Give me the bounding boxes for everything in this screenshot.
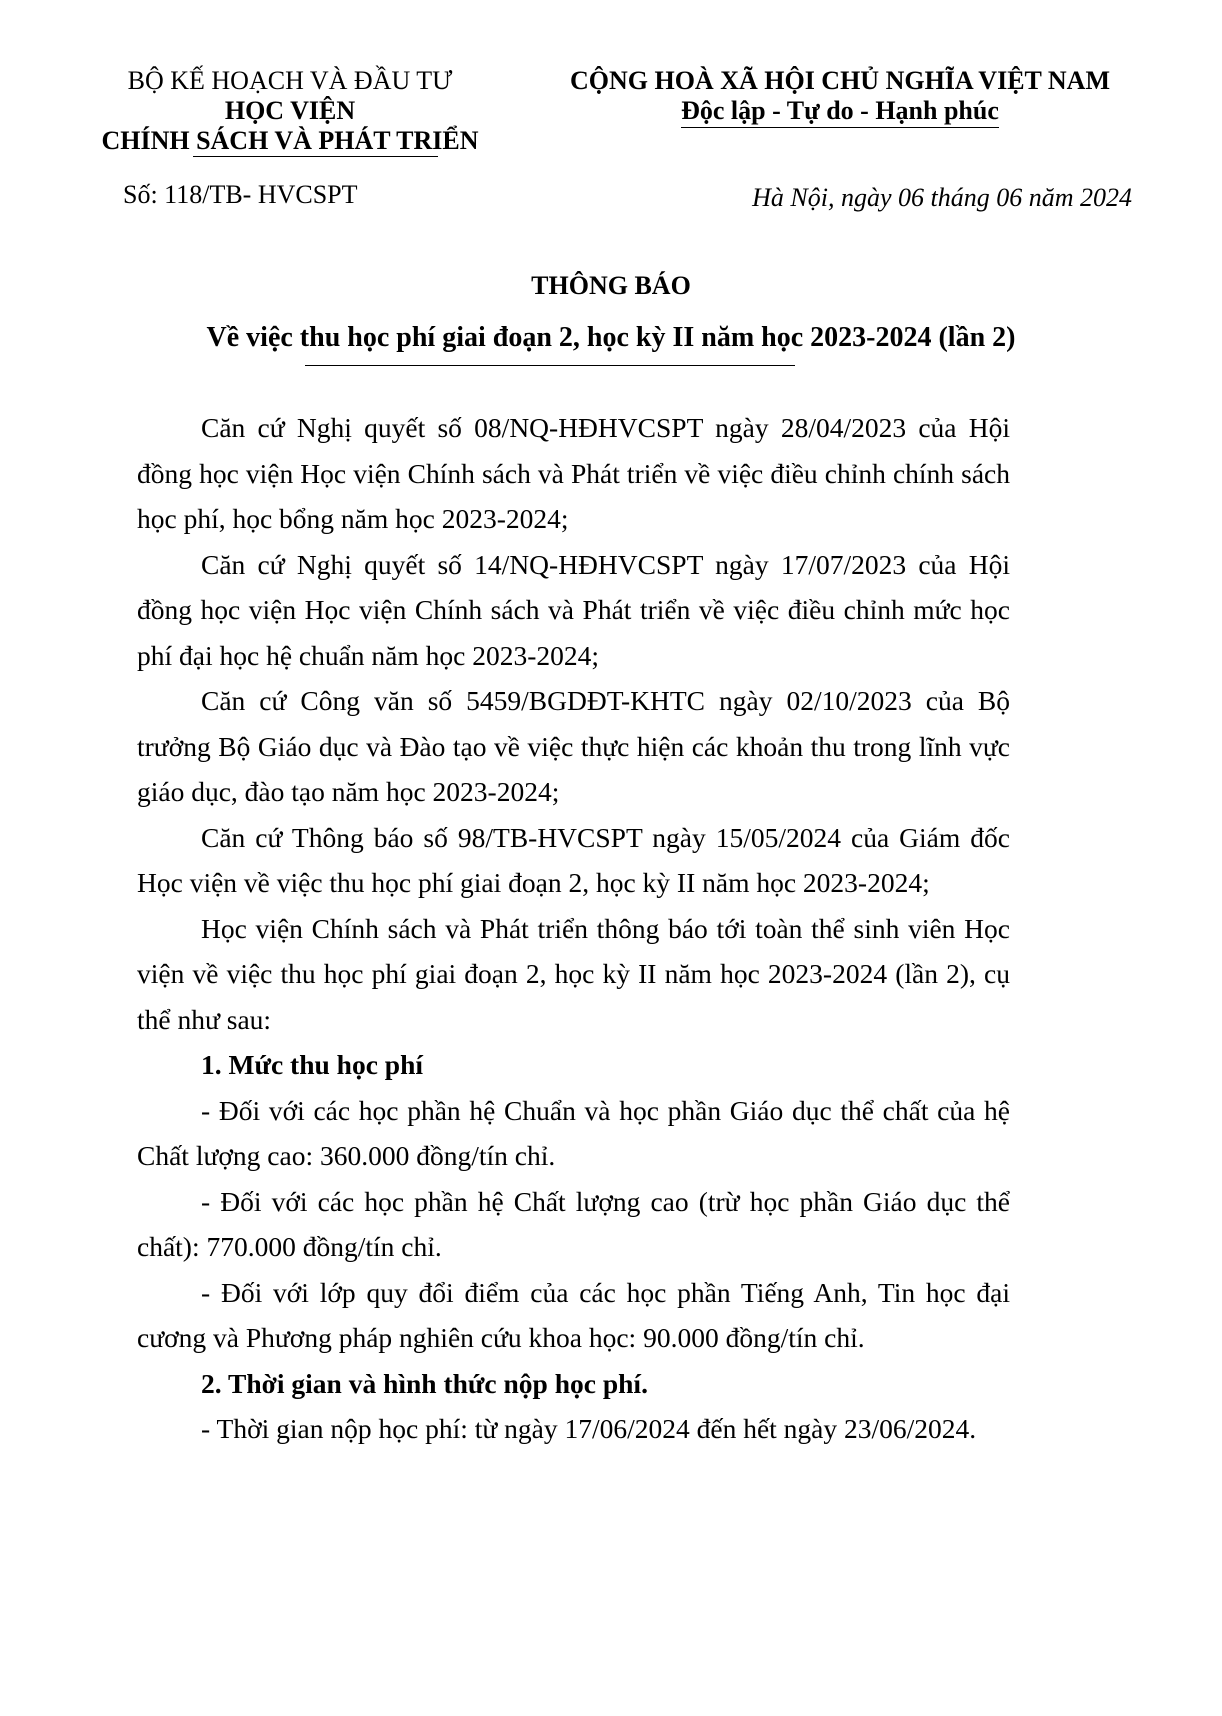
section-heading-payment: 2. Thời gian và hình thức nộp học phí.	[201, 1367, 648, 1399]
document-title: THÔNG BÁO	[531, 271, 691, 300]
fee-item: - Đối với các học phần hệ Chất lượng cao (trừ học phần Giáo dục thể chất): 770.000 đồng/tín chỉ.	[137, 1185, 1010, 1262]
document-number: Số: 118/TB- HVCSPT	[123, 180, 358, 209]
legal-basis-paragraph: Căn cứ Nghị quyết số 14/NQ-HĐHVCSPT ngày 17/07/2023 của Hội đồng học viện Học viện Chính sách và Phát triển về việc điều chỉnh mức học phí đại học hệ chuẩn năm học 2023-2024;	[137, 548, 1010, 671]
legal-basis-paragraph: Căn cứ Công văn số 5459/BGDĐT-KHTC ngày 02/10/2023 của Bộ trưởng Bộ Giáo dục và Đào tạo về việc thực hiện các khoản thu trong lĩnh vực giáo dục, đào tạo năm học 2023-2024;	[137, 685, 1010, 807]
section-heading-fees: 1. Mức thu học phí	[201, 1049, 424, 1080]
national-motto: Độc lập - Tự do - Hạnh phúc	[681, 96, 999, 128]
fee-item: - Đối với lớp quy đổi điểm của các học phần Tiếng Anh, Tin học đại cương và Phương pháp nghiên cứu khoa học: 90.000 đồng/tín chỉ.	[137, 1276, 1010, 1353]
issuing-authority	[60, 66, 520, 156]
fee-item: - Đối với các học phần hệ Chuẩn và học phần Giáo dục thể chất của hệ Chất lượng cao: 360.000 đồng/tín chỉ.	[137, 1094, 1010, 1171]
institution-name-line1: HỌC VIỆN	[224, 96, 356, 125]
country-name: CỘNG HOÀ XÃ HỘI CHỦ NGHĨA VIỆT NAM	[569, 66, 1111, 95]
legal-basis-paragraph: Căn cứ Thông báo số 98/TB-HVCSPT ngày 15/05/2024 của Giám đốc Học viện về việc thu học phí giai đoạn 2, học kỳ II năm học 2023-2024;	[137, 821, 1010, 898]
institution-name-line2: CHÍNH SÁCH VÀ PHÁT TRIỂN	[101, 126, 479, 155]
announcement-paragraph: Học viện Chính sách và Phát triển thông báo tới toàn thể sinh viên Học viện về việc thu học phí giai đoạn 2, học kỳ II năm học 2023-2024 (lần 2), cụ thể như sau:	[137, 912, 1010, 1035]
ministry-name: BỘ KẾ HOẠCH VÀ ĐẦU TƯ	[127, 66, 453, 95]
document-body	[137, 405, 1010, 1452]
legal-basis-paragraph: Căn cứ Nghị quyết số 08/NQ-HĐHVCSPT ngày 28/04/2023 của Hội đồng học viện Học viện Chính sách và Phát triển về việc điều chỉnh chính sách học phí, học bổng năm học 2023-2024;	[137, 412, 1010, 534]
subtitle-underline	[305, 365, 795, 366]
payment-item: - Thời gian nộp học phí: từ ngày 17/06/2024 đến hết ngày 23/06/2024.	[201, 1413, 977, 1444]
place-date: Hà Nội, ngày 06 tháng 06 năm 2024	[752, 183, 1132, 212]
header-divider	[193, 156, 438, 157]
national-header	[540, 66, 1140, 128]
document-subtitle: Về việc thu học phí giai đoạn 2, học kỳ II năm học 2023-2024 (lần 2)	[206, 322, 1016, 353]
